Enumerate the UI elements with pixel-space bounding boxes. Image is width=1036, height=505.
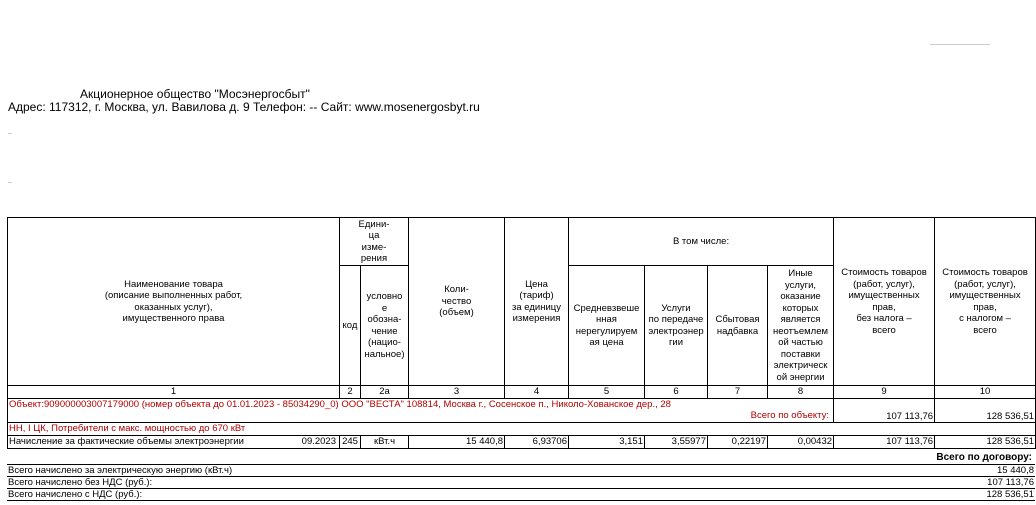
col-header-quantity: Коли- чество (объем)	[409, 218, 505, 386]
index-cell: 8	[768, 386, 834, 399]
row-name: Начисление за фактические объемы электроэнергии	[9, 435, 244, 447]
object-row	[8, 399, 1036, 423]
summary-label: Всего начислено за электрическую энергию (кВт.ч)	[7, 465, 835, 477]
col-header-designation: условно е обозна- чение (нацио- нальное)	[361, 266, 409, 386]
object-cell	[8, 399, 834, 423]
index-cell: 10	[935, 386, 1036, 399]
row-other: 0,00432	[768, 435, 834, 448]
company-name: Акционерное общество "Мосэнергосбыт"	[80, 87, 310, 101]
divider	[8, 133, 12, 134]
object-total-tax: 128 536,51	[935, 399, 1036, 423]
index-cell: 4	[505, 386, 569, 399]
object-total-no-tax: 107 113,76	[834, 399, 935, 423]
index-cell: 9	[834, 386, 935, 399]
row-markup: 0,22197	[708, 435, 768, 448]
row-unit: кВт.ч	[361, 435, 409, 448]
index-cell: 1	[8, 386, 340, 399]
category-label: НН, I ЦК, Потребители с макс. мощностью до 670 кВт	[8, 423, 1036, 436]
row-quantity: 15 440,8	[409, 435, 505, 448]
index-cell: 2а	[361, 386, 409, 399]
object-total-label: Всего по объекту:	[750, 409, 830, 421]
summary-row	[7, 465, 1035, 477]
row-cost-tax: 128 536,51	[935, 435, 1036, 448]
col-header-transfer: Услуги по передаче электроэнер гии	[645, 266, 708, 386]
object-description: Объект:909000003007179000 (номер объекта до 01.01.2023 - 85034290_0) ООО "ВЕСТА" 108814, Москва г., Сосенское п., Николо-Хованское дер., 28	[9, 399, 671, 410]
index-row	[8, 386, 1036, 399]
index-cell: 3	[409, 386, 505, 399]
summary-value: 128 536,51	[835, 489, 1035, 501]
index-cell: 5	[569, 386, 645, 399]
row-cost-no-tax: 107 113,76	[834, 435, 935, 448]
row-code: 245	[340, 435, 361, 448]
col-header-markup: Сбытовая надбавка	[708, 266, 768, 386]
row-avg-price: 3,151	[569, 435, 645, 448]
invoice-table	[7, 217, 1036, 449]
col-header-cost-no-tax: Стоимость товаров (работ, услуг), имущественных прав, без налога – всего	[834, 218, 935, 386]
col-header-unit: Едини- ца изме- рения	[340, 218, 409, 266]
divider	[930, 44, 990, 45]
col-header-price: Цена (тариф) за единицу измерения	[505, 218, 569, 386]
company-address: Адрес: 117312, г. Москва, ул. Вавилова д. 9 Телефон: -- Сайт: www.mosenergosbyt.ru	[8, 100, 480, 114]
category-row	[8, 423, 1036, 436]
summary-label: Всего начислено с НДС (руб.):	[7, 489, 835, 501]
col-header-cost-tax: Стоимость товаров (работ, услуг), имущественных прав, с налогом – всего	[935, 218, 1036, 386]
summary-value: 15 440,8	[835, 465, 1035, 477]
col-header-other: Иные услуги, оказание которых является неотъемлем ой частью поставки электрическ ой энергии	[768, 266, 834, 386]
col-header-avg-price: Средневзвеше нная нерегулируем ая цена	[569, 266, 645, 386]
col-header-including: В том числе:	[569, 218, 834, 266]
row-period: 09.2023	[301, 435, 336, 447]
summary-row	[7, 477, 1035, 489]
row-name-cell	[8, 435, 340, 448]
divider	[8, 182, 12, 183]
index-cell: 7	[708, 386, 768, 399]
col-header-code: код	[340, 266, 361, 386]
summary-value: 107 113,76	[835, 477, 1035, 489]
row-price: 6,93706	[505, 435, 569, 448]
index-cell: 6	[645, 386, 708, 399]
summary-row	[7, 489, 1035, 501]
row-transfer: 3,55977	[645, 435, 708, 448]
contract-total-title: Всего по договору:	[936, 452, 1032, 463]
table-row	[8, 435, 1036, 448]
summary-table	[7, 464, 1035, 501]
summary-label: Всего начислено без НДС (руб.):	[7, 477, 835, 489]
col-header-name: Наименование товара (описание выполненных работ, оказанных услуг), имущественного права	[8, 218, 340, 386]
index-cell: 2	[340, 386, 361, 399]
